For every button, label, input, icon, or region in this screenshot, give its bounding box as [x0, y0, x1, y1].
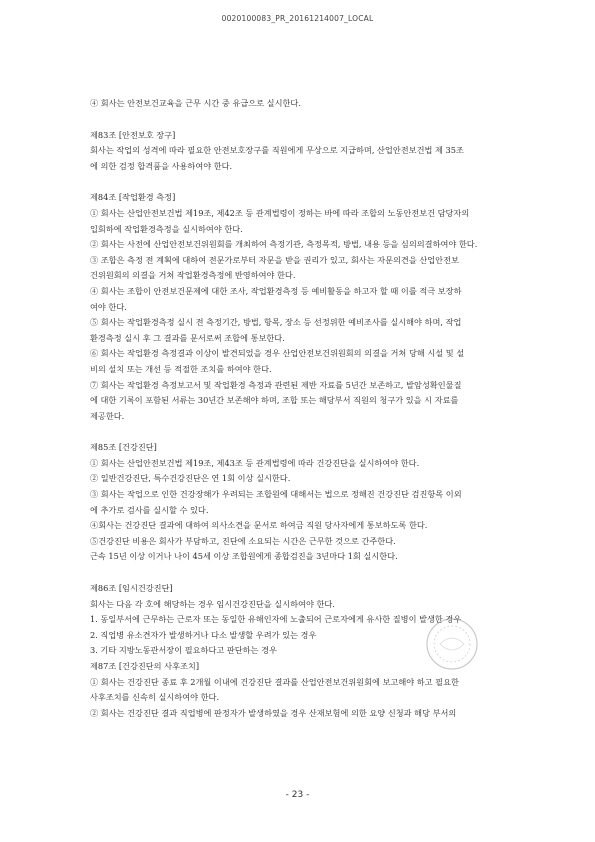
article-line: 사후조치를 신속히 실시하여야 한다. — [90, 692, 220, 703]
page-number: - 23 - — [285, 790, 310, 800]
article-83 — [90, 128, 520, 175]
article-line: 제공한다. — [90, 410, 125, 421]
document-id-header: 0020100083_PR_20161214007_LOCAL — [221, 14, 374, 23]
article-line: 비의 설치 또는 개선 등 적절한 조치를 하여야 한다. — [90, 363, 272, 374]
article-line: ② 회사는 건강진단 결과 직업병에 판정자가 발생하였을 경우 산재보험에 의한 요양 신청과 해당 부서의 — [90, 707, 457, 718]
article-title: 제85조 [건강진단] — [90, 442, 157, 453]
article-line: ⑥ 회사는 작업환경 측정결과 이상이 발견되었을 경우 산업안전보건위원회의 의결을 거쳐 당해 시설 및 설 — [90, 348, 465, 359]
article-line: 근속 15년 이상 이거나 나이 45세 이상 조합원에게 종합검진을 3년마다 1회 실시한다. — [90, 551, 398, 562]
intro-clause: ④ 회사는 안전보건교육을 근무 시간 중 유급으로 실시한다. — [90, 98, 301, 108]
article-line: 건위원회의 의결을 거쳐 작업환경측정에 반영하여야 한다. — [90, 270, 296, 281]
article-line: ② 일반건강진단, 특수건강진단은 연 1회 이상 실시한다. — [90, 473, 291, 484]
article-line: ② 회사는 사전에 산업안전보건위원회를 개최하여 측정기관, 측정목적, 방법, 내용 등을 심의의결하여야 한다. — [90, 239, 478, 250]
article-line: 에 대한 기록이 포함된 서류는 30년간 보존해야 하며, 조합 또는 해당부서 직원의 청구가 있을 시 자료를 — [90, 395, 459, 406]
article-line: ④ 회사는 조합이 안전보건문제에 대한 조사, 작업환경측정 등 예비활동을 하고자 할 때 이를 적극 보장하 — [90, 285, 462, 296]
article-title: 제87조 [건강진단의 사후조치] — [90, 661, 200, 671]
article-line: 에 추가로 검사를 실시할 수 있다. — [90, 504, 209, 515]
article-line: ⑤ 회사는 작업환경측정 실시 전 측정기간, 방법, 항목, 장소 등 선정위한 예비조사를 실시해야 하며, 작업 — [90, 317, 462, 328]
article-line: ③ 회사는 작업으로 인한 건강장해가 우려되는 조합원에 대해서는 법으로 정해진 건강진단 검진항목 이외 — [90, 489, 462, 500]
article-line: 에 의한 검정 합격품을 사용하여야 한다. — [90, 160, 233, 171]
article-title: 제86조 [임시건강진단] — [90, 583, 173, 594]
article-line: ① 회사는 건강진단 종료 후 2개월 이내에 건강진단 결과를 산업안전보건위원회에 보고해야 하고 필요한 — [90, 676, 459, 687]
article-title: 제84조 [작업환경 측정] — [90, 192, 176, 203]
article-85 — [90, 440, 520, 565]
article-line: 2. 직업병 유소견자가 발생하거나 다소 발생할 우려가 있는 경우 — [90, 629, 317, 640]
article-line: 회사는 작업의 성격에 따라 필요한 안전보호장구를 직원에게 무상으로 지급하며, 산업안전보건법 제 35조 — [90, 145, 464, 156]
article-line: ④회사는 건강진단 결과에 대하여 의사소견을 문서로 하여금 직원 당사자에게 통보하도록 한다. — [90, 520, 428, 531]
article-line: ⑦ 회사는 작업환경 측정보고서 및 작업환경 측정과 관련된 제반 자료를 5년간 보존하고, 발암성확인물질 — [90, 379, 462, 390]
article-84 — [90, 190, 520, 424]
article-line: 3. 기타 지방노동관서장이 필요하다고 판단하는 경우 — [90, 645, 277, 656]
article-line: 환경측정 실시 후 그 결과를 문서로써 조합에 통보한다. — [90, 332, 285, 343]
article-line: ① 회사는 산업안전보건법 제19조, 제42조 등 관계법령이 정하는 바에 따라 조합의 노동안전보건 담당자의 — [90, 207, 470, 218]
article-line: 회사는 다음 각 호에 해당하는 경우 임시건강진단을 실시하여야 한다. — [90, 598, 335, 609]
official-seal-stamp — [424, 616, 480, 672]
article-line: ③ 조합은 측정 전 계획에 대하여 전문가로부터 자문을 받을 권리가 있고, 회사는 자문의견을 산업안전보 — [90, 254, 459, 265]
article-title: 제83조 [안전보호 장구] — [90, 129, 176, 140]
article-line: 여야 한다. — [90, 301, 127, 312]
article-line: 1. 동일부서에 근무하는 근로자 또는 동일한 유해인자에 노출되어 근로자에게 유사한 질병이 발생한 경우 — [90, 614, 462, 625]
article-line: ① 회사는 산업안전보건법 제19조, 제43조 등 관계법령에 따라 건강진단을 실시하여야 한다. — [90, 457, 420, 468]
article-line: 입회하에 작업환경측정을 실시하여야 한다. — [90, 223, 243, 234]
article-line: ⑤건강진단 비용은 회사가 부담하고, 진단에 소요되는 시간은 근무한 것으로 간주한다. — [90, 535, 396, 546]
